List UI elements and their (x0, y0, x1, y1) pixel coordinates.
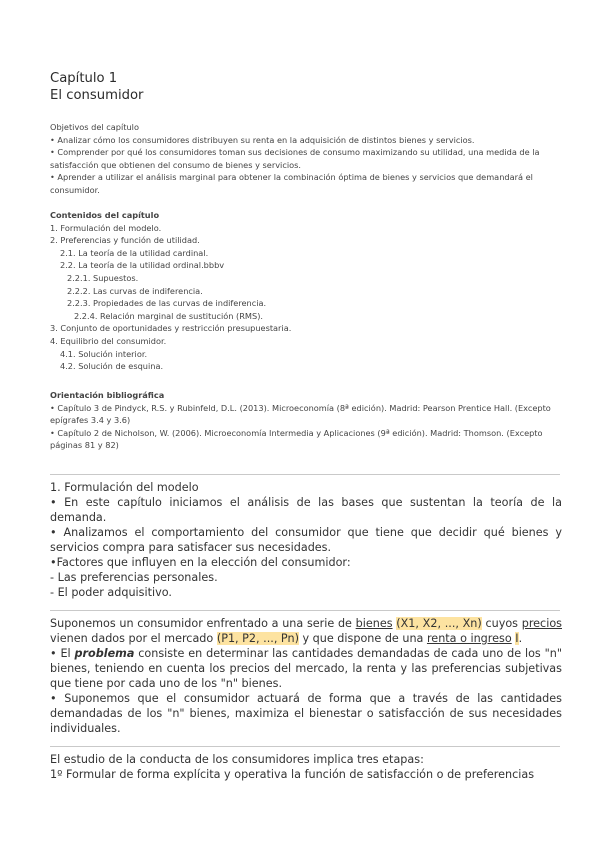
toc-item: 2.2.2. Las curvas de indiferencia. (67, 285, 203, 296)
chapter-name: El consumidor (50, 88, 144, 103)
bibliography-heading: Orientación bibliográfica (50, 390, 165, 400)
toc-item: 1. Formulación del modelo. (50, 222, 162, 233)
paragraph: • Suponemos que el consumidor actuará de forma que a través de las cantidades demandadas de los "n" bienes, maximiza el bienestar o satisfacción de sus necesidades individuales. (50, 692, 562, 735)
objective-item: • Aprender a utilizar el análisis marginal para obtener la combinación óptima de bienes y servicios que demandará el consumidor. (50, 172, 533, 195)
bibliography-item: • Capítulo 3 de Pindyck, R.S. y Rubinfeld, D.L. (2013). Microeconomía (8ª edición). Madrid: Pearson Prentice Hall. (Excepto epígrafes 3.4 y 3.6) (50, 402, 551, 426)
paragraph: • Analizamos el comportamiento del consumidor que tiene que decidir qué bienes y servicios compra para satisfacer sus necesidades. (50, 526, 562, 554)
paragraph: - Las preferencias personales. (50, 571, 218, 584)
objectives-section (50, 121, 562, 197)
objective-item: • Analizar cómo los consumidores distribuyen su renta en la adquisición de distintos bienes y servicios. (50, 134, 475, 145)
objective-item: • Comprender por qué los consumidores toman sus decisiones de consumo maximizando su utilidad, una medida de la satisfacción que obtienen del consumo de bienes y servicios. (50, 147, 540, 170)
paragraph: 1º Formular de forma explícita y operativa la función de satisfacción o de preferencias (50, 768, 535, 781)
chapter-number: Capítulo 1 (50, 71, 118, 86)
toc-item: 2.2. La teoría de la utilidad ordinal.bbbv (60, 260, 225, 271)
toc-item: 4.2. Solución de esquina. (60, 361, 164, 372)
bibliography-section (50, 389, 562, 452)
toc-item: 2. Preferencias y función de utilidad. (50, 235, 200, 246)
term-bienes: bienes (355, 617, 393, 630)
section-assumptions (50, 616, 562, 736)
paragraph: • El problema consiste en determinar las cantidades demandadas de cada uno de los "n" bienes, teniendo en cuenta los precios del mercado, la renta y las preferencias subjetivas que tiene por cada uno de los "n" bienes. (50, 647, 563, 690)
toc-item: 2.2.1. Supuestos. (67, 272, 139, 283)
toc-item: 2.1. La teoría de la utilidad cardinal. (60, 247, 209, 258)
divider (50, 746, 560, 747)
contents-section (50, 209, 562, 373)
paragraph: - El poder adquisitivo. (50, 586, 172, 599)
toc-item: 3. Conjunto de oportunidades y restricción presupuestaria. (50, 323, 292, 334)
toc-item: 4. Equilibrio del consumidor. (50, 335, 167, 346)
paragraph: El estudio de la conducta de los consumidores implica tres etapas: (50, 753, 424, 766)
term-renta: renta o ingreso (426, 632, 512, 645)
paragraph: •Factores que influyen en la elección del consumidor: (50, 556, 351, 569)
highlight-income: I (515, 632, 519, 645)
divider (50, 610, 560, 611)
paragraph: Suponemos un consumidor enfrentado a una serie de bienes (X1, X2, ..., Xn) cuyos precios vienen dados por el mercado (P1, P2, ..., Pn) y que dispone de una renta o ingreso I. (50, 617, 562, 645)
term-precios: precios (521, 617, 562, 630)
section-stages (50, 752, 562, 782)
paragraph: • En este capítulo iniciamos el análisis de las bases que sustentan la teoría de la demanda. (50, 496, 562, 524)
section-heading: 1. Formulación del modelo (50, 481, 199, 494)
toc-item: 4.1. Solución interior. (60, 348, 148, 359)
highlight-prices: (P1, P2, ..., Pn) (216, 632, 299, 645)
bibliography-item: • Capítulo 2 de Nicholson, W. (2006). Microeconomía Intermedia y Aplicaciones (9ª edición). Madrid: Thomson. (Excepto páginas 81 y 82) (50, 427, 543, 451)
chapter-title (50, 70, 143, 104)
toc-item: 2.2.4. Relación marginal de sustitución (RMS). (74, 310, 263, 321)
objectives-heading: Objetivos del capítulo (50, 122, 139, 132)
contents-heading: Contenidos del capítulo (50, 210, 160, 220)
toc-item: 2.2.3. Propiedades de las curvas de indiferencia. (67, 298, 267, 309)
term-problema: problema (74, 647, 135, 660)
divider (50, 474, 560, 475)
section-formulation (50, 480, 562, 600)
highlight-goods: (X1, X2, ..., Xn) (396, 617, 482, 630)
